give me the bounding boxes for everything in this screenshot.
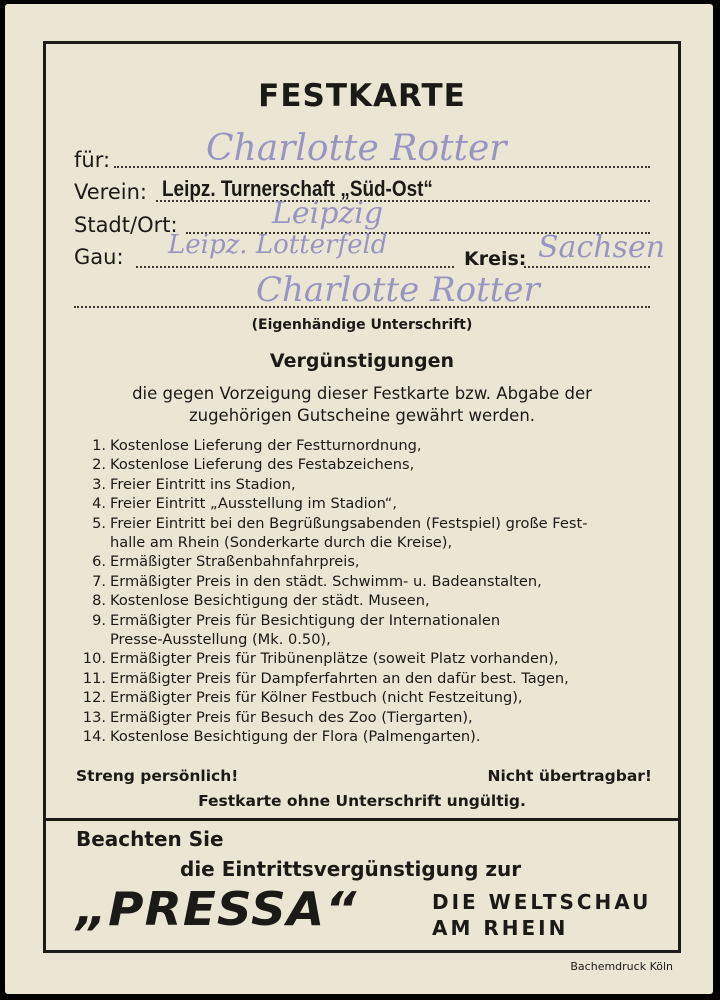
gau-handwritten-value: Leipz. Lotterfeld — [168, 230, 388, 260]
benefit-text: Freier Eintritt bei den Begrüßungsabenden (Festspiel) große Fest- — [110, 514, 588, 532]
benefit-item — [78, 688, 587, 707]
benefit-number: 13. — [82, 708, 106, 726]
benefit-item — [78, 455, 587, 474]
benefit-text: Ermäßigter Preis in den städt. Schwimm- u. Badeanstalten, — [110, 572, 542, 590]
fuer-handwritten-value: Charlotte Rotter — [206, 128, 507, 169]
benefit-number: 9. — [92, 611, 106, 629]
benefit-number: 3. — [92, 475, 106, 493]
ad-line-1: Beachten Sie — [76, 827, 224, 851]
benefit-item-continuation: halle am Rhein (Sonderkarte durch die Kreise), — [110, 534, 453, 552]
benefit-text: Kostenlose Lieferung der Festturnordnung, — [110, 437, 422, 454]
benefit-number: 11. — [82, 669, 106, 687]
pressa-logo-text: „PRESSA“ — [76, 882, 358, 936]
strictly-personal-note: Streng persönlich! — [76, 767, 239, 785]
benefit-item — [78, 572, 587, 591]
benefit-text: Freier Eintritt „Ausstellung im Stadion“, — [110, 495, 397, 513]
benefit-number: 14. — [82, 728, 106, 746]
benefit-item — [78, 611, 587, 630]
benefit-text: Kostenlose Lieferung des Festabzeichens, — [110, 456, 415, 474]
not-transferable-note: Nicht übertragbar! — [487, 767, 652, 785]
benefit-number: 1. — [92, 437, 106, 454]
benefit-text: Kostenlose Besichtigung der städt. Museen, — [110, 592, 430, 610]
fuer-label: für: — [74, 148, 111, 172]
gau-label: Gau: — [74, 245, 124, 269]
benefit-item — [78, 649, 587, 668]
weltschau-line-1: DIE WELTSCHAU — [432, 890, 652, 914]
kreis-dotted-line — [524, 266, 650, 268]
benefit-text: Ermäßigter Straßenbahnfahrpreis, — [110, 553, 360, 571]
gau-dotted-line — [136, 266, 454, 268]
stadt-label: Stadt/Ort: — [74, 213, 178, 237]
card-title: FESTKARTE — [258, 78, 466, 114]
benefit-text: Ermäßigter Preis für Dampferfahrten an den dafür best. Tagen, — [110, 669, 569, 687]
festkarte-card — [5, 4, 713, 994]
benefit-text: Freier Eintritt ins Stadion, — [110, 475, 296, 493]
benefit-text: Ermäßigter Preis für Besuch des Zoo (Tiergarten), — [110, 708, 473, 726]
benefit-item — [78, 436, 587, 455]
kreis-handwritten-value: Sachsen — [538, 230, 666, 265]
benefit-text: Ermäßigter Preis für Besichtigung der Internationalen — [110, 611, 501, 629]
benefit-item — [78, 591, 587, 610]
benefit-text: Kostenlose Besichtigung der Flora (Palmengarten). — [110, 728, 481, 746]
benefit-item — [78, 494, 587, 513]
ad-divider — [46, 818, 678, 821]
benefit-item — [78, 514, 587, 533]
benefit-number: 12. — [82, 689, 106, 707]
verein-label: Verein: — [74, 180, 147, 204]
ad-line-2: die Eintrittsvergünstigung zur — [180, 857, 522, 881]
invalid-without-signature-note: Festkarte ohne Unterschrift ungültig. — [198, 792, 526, 810]
benefit-text: Ermäßigter Preis für Tribünenplätze (soweit Platz vorhanden), — [110, 650, 559, 668]
signature-caption: (Eigenhändige Unterschrift) — [251, 317, 473, 333]
benefit-item — [78, 475, 587, 494]
benefits-intro-line-1: die gegen Vorzeigung dieser Festkarte bzw. Abgabe der — [132, 384, 592, 403]
benefit-item — [78, 708, 587, 727]
benefit-number: 7. — [92, 572, 106, 590]
signature-handwritten: Charlotte Rotter — [256, 270, 540, 310]
benefit-number: 4. — [92, 495, 106, 513]
benefit-number: 8. — [92, 592, 106, 610]
verein-stamped-value: Leipz. Turnerschaft „Süd-Ost“ — [162, 176, 433, 201]
benefits-intro-line-2: zugehörigen Gutscheine gewährt werden. — [188, 406, 536, 425]
weltschau-line-2: AM RHEIN — [432, 916, 569, 940]
benefit-number: 2. — [92, 456, 106, 474]
benefits-heading: Vergünstigungen — [269, 350, 455, 372]
benefit-number: 10. — [82, 650, 106, 668]
benefit-item-continuation: Presse-Ausstellung (Mk. 0.50), — [110, 631, 331, 649]
card-frame — [43, 41, 681, 953]
benefit-item — [78, 669, 587, 688]
benefit-number: 6. — [92, 553, 106, 571]
benefit-number: 5. — [92, 514, 106, 532]
kreis-label: Kreis: — [464, 248, 527, 270]
printer-imprint: Bachemdruck Köln — [570, 960, 673, 973]
benefit-item — [78, 552, 587, 571]
benefit-text: Ermäßigter Preis für Kölner Festbuch (nicht Festzeitung), — [110, 689, 523, 707]
benefit-item — [78, 727, 587, 746]
stadt-handwritten-value: Leipzig — [272, 196, 384, 231]
benefits-list — [78, 436, 587, 747]
